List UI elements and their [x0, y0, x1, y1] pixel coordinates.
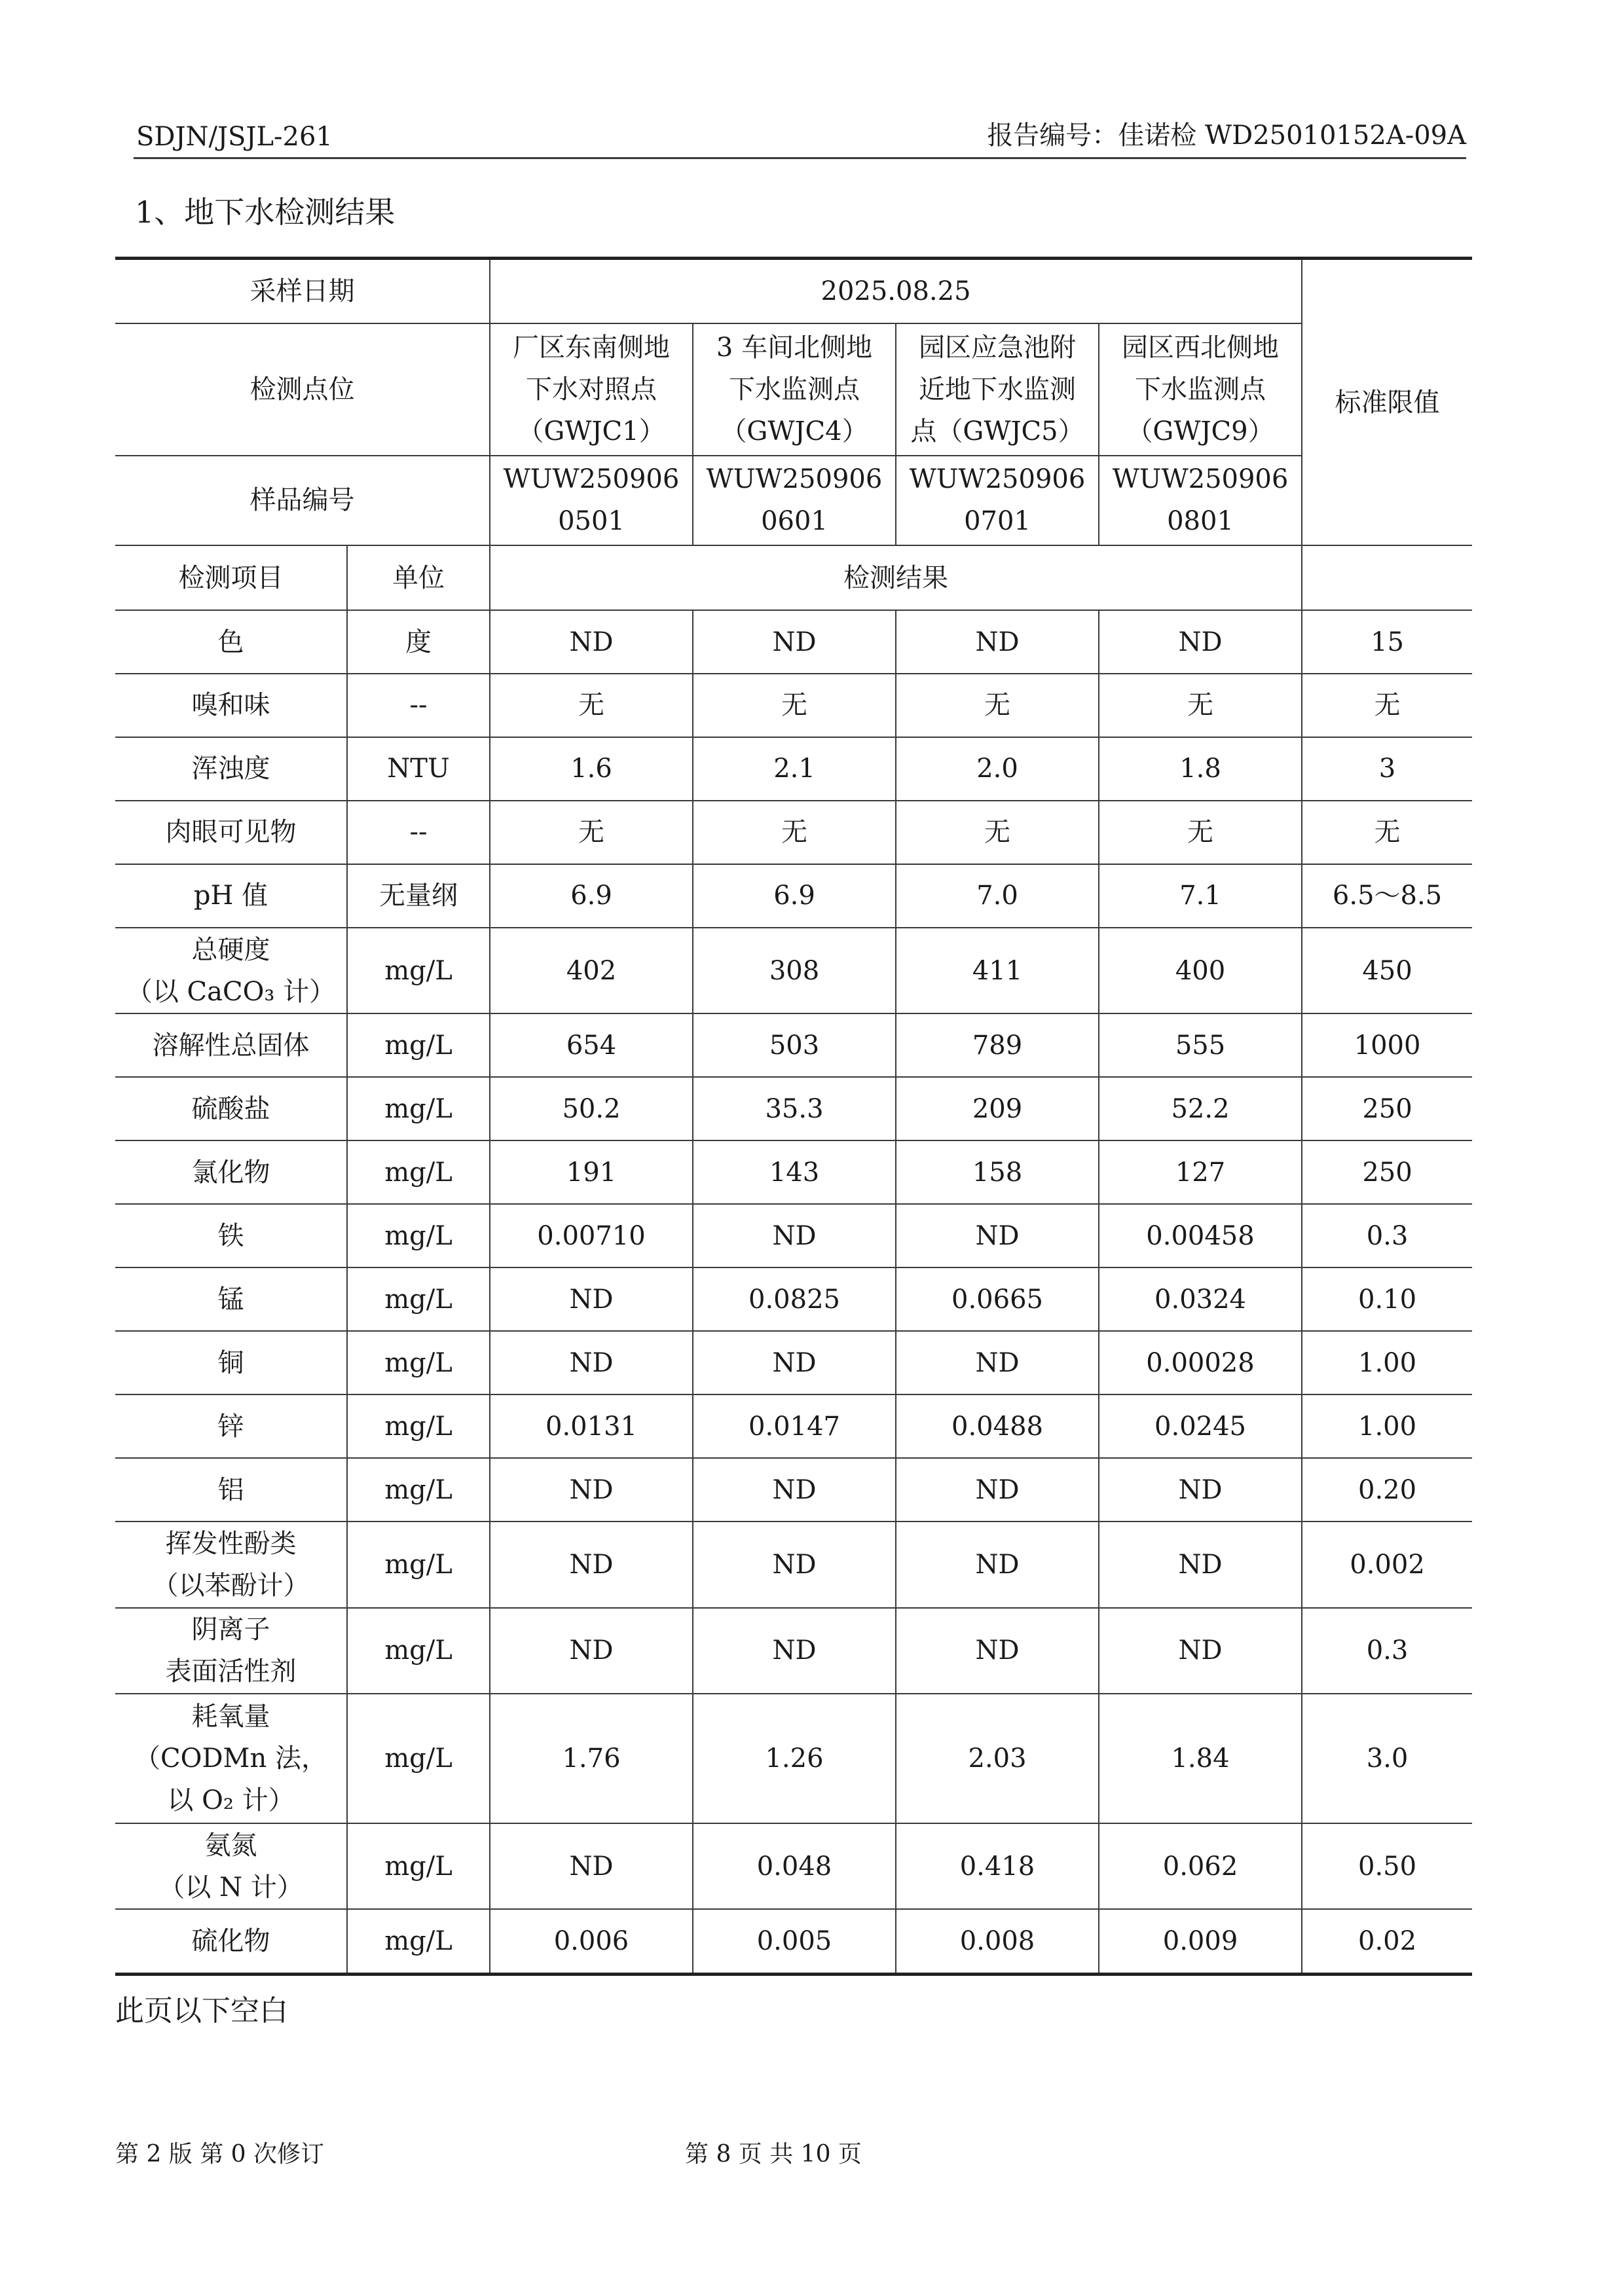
result-row — [115, 1204, 1472, 1267]
result-row — [115, 1394, 1472, 1458]
value-cell: ND — [1099, 1522, 1302, 1607]
results-table — [115, 257, 1472, 1976]
value-cell: 0.008 — [896, 1909, 1099, 1974]
value-cell: 0.0825 — [693, 1267, 896, 1331]
item-cell: 肉眼可见物 — [115, 801, 347, 864]
unit-cell: NTU — [347, 737, 490, 801]
limit-blank — [1302, 545, 1472, 610]
item-cell: 铜 — [115, 1331, 347, 1394]
item-cell: 色 — [115, 610, 347, 674]
result-row — [115, 801, 1472, 864]
limit-cell: 无 — [1302, 674, 1472, 737]
section-title: 1、地下水检测结果 — [135, 194, 396, 230]
doc-code: SDJN/JSJL-261 — [136, 122, 333, 152]
value-cell: ND — [490, 1608, 693, 1694]
point-label: 检测点位 — [115, 323, 490, 456]
result-header: 检测结果 — [490, 545, 1302, 610]
item-cell: 锰 — [115, 1267, 347, 1331]
value-cell: 52.2 — [1099, 1077, 1302, 1140]
value-cell: ND — [490, 1267, 693, 1331]
report-number: 报告编号：佳诺检 WD25010152A-09A — [987, 120, 1466, 151]
value-cell: 1.6 — [490, 737, 693, 801]
value-cell: ND — [490, 1458, 693, 1522]
limit-cell: 0.3 — [1302, 1608, 1472, 1694]
value-cell: 无 — [896, 801, 1099, 864]
item-cell: 挥发性酚类 （以苯酚计） — [115, 1522, 347, 1607]
limit-cell: 6.5～8.5 — [1302, 864, 1472, 928]
point-gwjc1: 厂区东南侧地 下水对照点 （GWJC1） — [490, 323, 693, 456]
unit-cell: mg/L — [347, 1608, 490, 1694]
value-cell: ND — [693, 1522, 896, 1607]
result-row — [115, 1608, 1472, 1694]
item-cell: pH 值 — [115, 864, 347, 928]
value-cell: 555 — [1099, 1013, 1302, 1077]
point-gwjc5: 园区应急池附 近地下水监测 点（GWJC5） — [896, 323, 1099, 456]
blank-page-note: 此页以下空白 — [115, 1994, 288, 2028]
value-cell: 35.3 — [693, 1077, 896, 1140]
value-cell: 1.26 — [693, 1694, 896, 1823]
value-cell: ND — [1099, 610, 1302, 674]
sample-no-3: WUW250906 0701 — [896, 456, 1099, 545]
unit-cell: mg/L — [347, 1140, 490, 1204]
sample-no-1: WUW250906 0501 — [490, 456, 693, 545]
value-cell: 0.048 — [693, 1823, 896, 1909]
unit-cell: -- — [347, 674, 490, 737]
limit-cell: 1000 — [1302, 1013, 1472, 1077]
item-cell: 耗氧量 （CODMn 法， 以 O₂ 计） — [115, 1694, 347, 1823]
value-cell: ND — [693, 610, 896, 674]
value-cell: 158 — [896, 1140, 1099, 1204]
value-cell: 7.1 — [1099, 864, 1302, 928]
item-cell: 阴离子 表面活性剂 — [115, 1608, 347, 1694]
item-cell: 铝 — [115, 1458, 347, 1522]
result-row — [115, 1694, 1472, 1823]
unit-cell: mg/L — [347, 1458, 490, 1522]
value-cell: ND — [1099, 1608, 1302, 1694]
value-cell: 400 — [1099, 928, 1302, 1013]
value-cell: 0.0488 — [896, 1394, 1099, 1458]
value-cell: 191 — [490, 1140, 693, 1204]
limit-cell: 15 — [1302, 610, 1472, 674]
value-cell: ND — [490, 610, 693, 674]
value-cell: ND — [1099, 1458, 1302, 1522]
item-cell: 锌 — [115, 1394, 347, 1458]
item-cell: 硫化物 — [115, 1909, 347, 1974]
value-cell: ND — [896, 1522, 1099, 1607]
unit-cell: mg/L — [347, 1522, 490, 1607]
value-cell: 411 — [896, 928, 1099, 1013]
value-cell: 0.0147 — [693, 1394, 896, 1458]
value-cell: 0.00710 — [490, 1204, 693, 1267]
value-cell: 2.0 — [896, 737, 1099, 801]
value-cell: 无 — [1099, 801, 1302, 864]
limit-cell: 0.10 — [1302, 1267, 1472, 1331]
unit-cell: 无量纲 — [347, 864, 490, 928]
value-cell: 0.005 — [693, 1909, 896, 1974]
result-row — [115, 1267, 1472, 1331]
unit-header: 单位 — [347, 545, 490, 610]
point-gwjc4: 3 车间北侧地 下水监测点 （GWJC4） — [693, 323, 896, 456]
unit-cell: mg/L — [347, 1694, 490, 1823]
sampling-date-label: 采样日期 — [115, 259, 490, 323]
value-cell: ND — [896, 1608, 1099, 1694]
limit-cell: 250 — [1302, 1077, 1472, 1140]
item-cell: 氨氮 （以 N 计） — [115, 1823, 347, 1909]
unit-cell: -- — [347, 801, 490, 864]
page-header — [134, 117, 1466, 159]
value-cell: ND — [693, 1458, 896, 1522]
result-row — [115, 674, 1472, 737]
unit-cell: mg/L — [347, 1013, 490, 1077]
value-cell: 2.1 — [693, 737, 896, 801]
value-cell: 无 — [693, 674, 896, 737]
value-cell: ND — [693, 1608, 896, 1694]
value-cell: 654 — [490, 1013, 693, 1077]
value-cell: 0.062 — [1099, 1823, 1302, 1909]
result-row — [115, 1077, 1472, 1140]
value-cell: 0.418 — [896, 1823, 1099, 1909]
value-cell: 6.9 — [693, 864, 896, 928]
result-row — [115, 864, 1472, 928]
value-cell: 无 — [693, 801, 896, 864]
result-row — [115, 1013, 1472, 1077]
result-row — [115, 737, 1472, 801]
value-cell: ND — [490, 1331, 693, 1394]
result-row — [115, 1522, 1472, 1607]
unit-cell: mg/L — [347, 1909, 490, 1974]
value-cell: ND — [896, 1204, 1099, 1267]
unit-cell: mg/L — [347, 1267, 490, 1331]
item-cell: 溶解性总固体 — [115, 1013, 347, 1077]
unit-cell: 度 — [347, 610, 490, 674]
value-cell: ND — [693, 1204, 896, 1267]
column-header-row — [115, 545, 1472, 610]
item-cell: 总硬度 （以 CaCO₃ 计） — [115, 928, 347, 1013]
result-row — [115, 1909, 1472, 1974]
value-cell: 50.2 — [490, 1077, 693, 1140]
page-number: 第 8 页 共 10 页 — [685, 2141, 862, 2168]
value-cell: ND — [490, 1823, 693, 1909]
value-cell: 无 — [490, 674, 693, 737]
item-cell: 铁 — [115, 1204, 347, 1267]
result-row — [115, 1458, 1472, 1522]
value-cell: 503 — [693, 1013, 896, 1077]
unit-cell: mg/L — [347, 1204, 490, 1267]
result-row — [115, 1331, 1472, 1394]
result-row — [115, 610, 1472, 674]
value-cell: 6.9 — [490, 864, 693, 928]
value-cell: 0.0324 — [1099, 1267, 1302, 1331]
item-cell: 氯化物 — [115, 1140, 347, 1204]
unit-cell: mg/L — [347, 1331, 490, 1394]
value-cell: 209 — [896, 1077, 1099, 1140]
value-cell: 0.009 — [1099, 1909, 1302, 1974]
limit-cell: 1.00 — [1302, 1394, 1472, 1458]
item-cell: 浑浊度 — [115, 737, 347, 801]
point-row — [115, 323, 1472, 456]
value-cell: 308 — [693, 928, 896, 1013]
limit-cell: 450 — [1302, 928, 1472, 1013]
value-cell: 0.00458 — [1099, 1204, 1302, 1267]
value-cell: 143 — [693, 1140, 896, 1204]
sampling-date-row — [115, 259, 1472, 323]
value-cell: 7.0 — [896, 864, 1099, 928]
unit-cell: mg/L — [347, 1394, 490, 1458]
value-cell: 1.84 — [1099, 1694, 1302, 1823]
item-cell: 硫酸盐 — [115, 1077, 347, 1140]
value-cell: ND — [693, 1331, 896, 1394]
value-cell: 1.76 — [490, 1694, 693, 1823]
value-cell: 无 — [896, 674, 1099, 737]
standard-limit-header: 标准限值 — [1302, 259, 1472, 546]
value-cell: 无 — [1099, 674, 1302, 737]
unit-cell: mg/L — [347, 1077, 490, 1140]
value-cell: ND — [896, 610, 1099, 674]
value-cell: 0.0131 — [490, 1394, 693, 1458]
sample-no-row — [115, 456, 1472, 545]
value-cell: 0.00028 — [1099, 1331, 1302, 1394]
version-info: 第 2 版 第 0 次修订 — [115, 2141, 325, 2168]
value-cell: 0.006 — [490, 1909, 693, 1974]
item-cell: 嗅和味 — [115, 674, 347, 737]
point-gwjc9: 园区西北侧地 下水监测点 （GWJC9） — [1099, 323, 1302, 456]
value-cell: ND — [896, 1331, 1099, 1394]
limit-cell: 0.002 — [1302, 1522, 1472, 1607]
limit-cell: 1.00 — [1302, 1331, 1472, 1394]
sampling-date: 2025.08.25 — [490, 259, 1302, 323]
value-cell: 127 — [1099, 1140, 1302, 1204]
limit-cell: 3 — [1302, 737, 1472, 801]
sample-no-2: WUW250906 0601 — [693, 456, 896, 545]
limit-cell: 无 — [1302, 801, 1472, 864]
value-cell: 0.0245 — [1099, 1394, 1302, 1458]
result-row — [115, 1140, 1472, 1204]
sample-no-4: WUW250906 0801 — [1099, 456, 1302, 545]
limit-cell: 0.20 — [1302, 1458, 1472, 1522]
value-cell: 789 — [896, 1013, 1099, 1077]
limit-cell: 3.0 — [1302, 1694, 1472, 1823]
sample-no-label: 样品编号 — [115, 456, 490, 545]
limit-cell: 0.3 — [1302, 1204, 1472, 1267]
limit-cell: 250 — [1302, 1140, 1472, 1204]
unit-cell: mg/L — [347, 928, 490, 1013]
value-cell: 2.03 — [896, 1694, 1099, 1823]
limit-cell: 0.02 — [1302, 1909, 1472, 1974]
limit-cell: 0.50 — [1302, 1823, 1472, 1909]
result-row — [115, 1823, 1472, 1909]
value-cell: 0.0665 — [896, 1267, 1099, 1331]
value-cell: 402 — [490, 928, 693, 1013]
value-cell: ND — [896, 1458, 1099, 1522]
item-header: 检测项目 — [115, 545, 347, 610]
result-row — [115, 928, 1472, 1013]
value-cell: ND — [490, 1522, 693, 1607]
unit-cell: mg/L — [347, 1823, 490, 1909]
value-cell: 1.8 — [1099, 737, 1302, 801]
value-cell: 无 — [490, 801, 693, 864]
